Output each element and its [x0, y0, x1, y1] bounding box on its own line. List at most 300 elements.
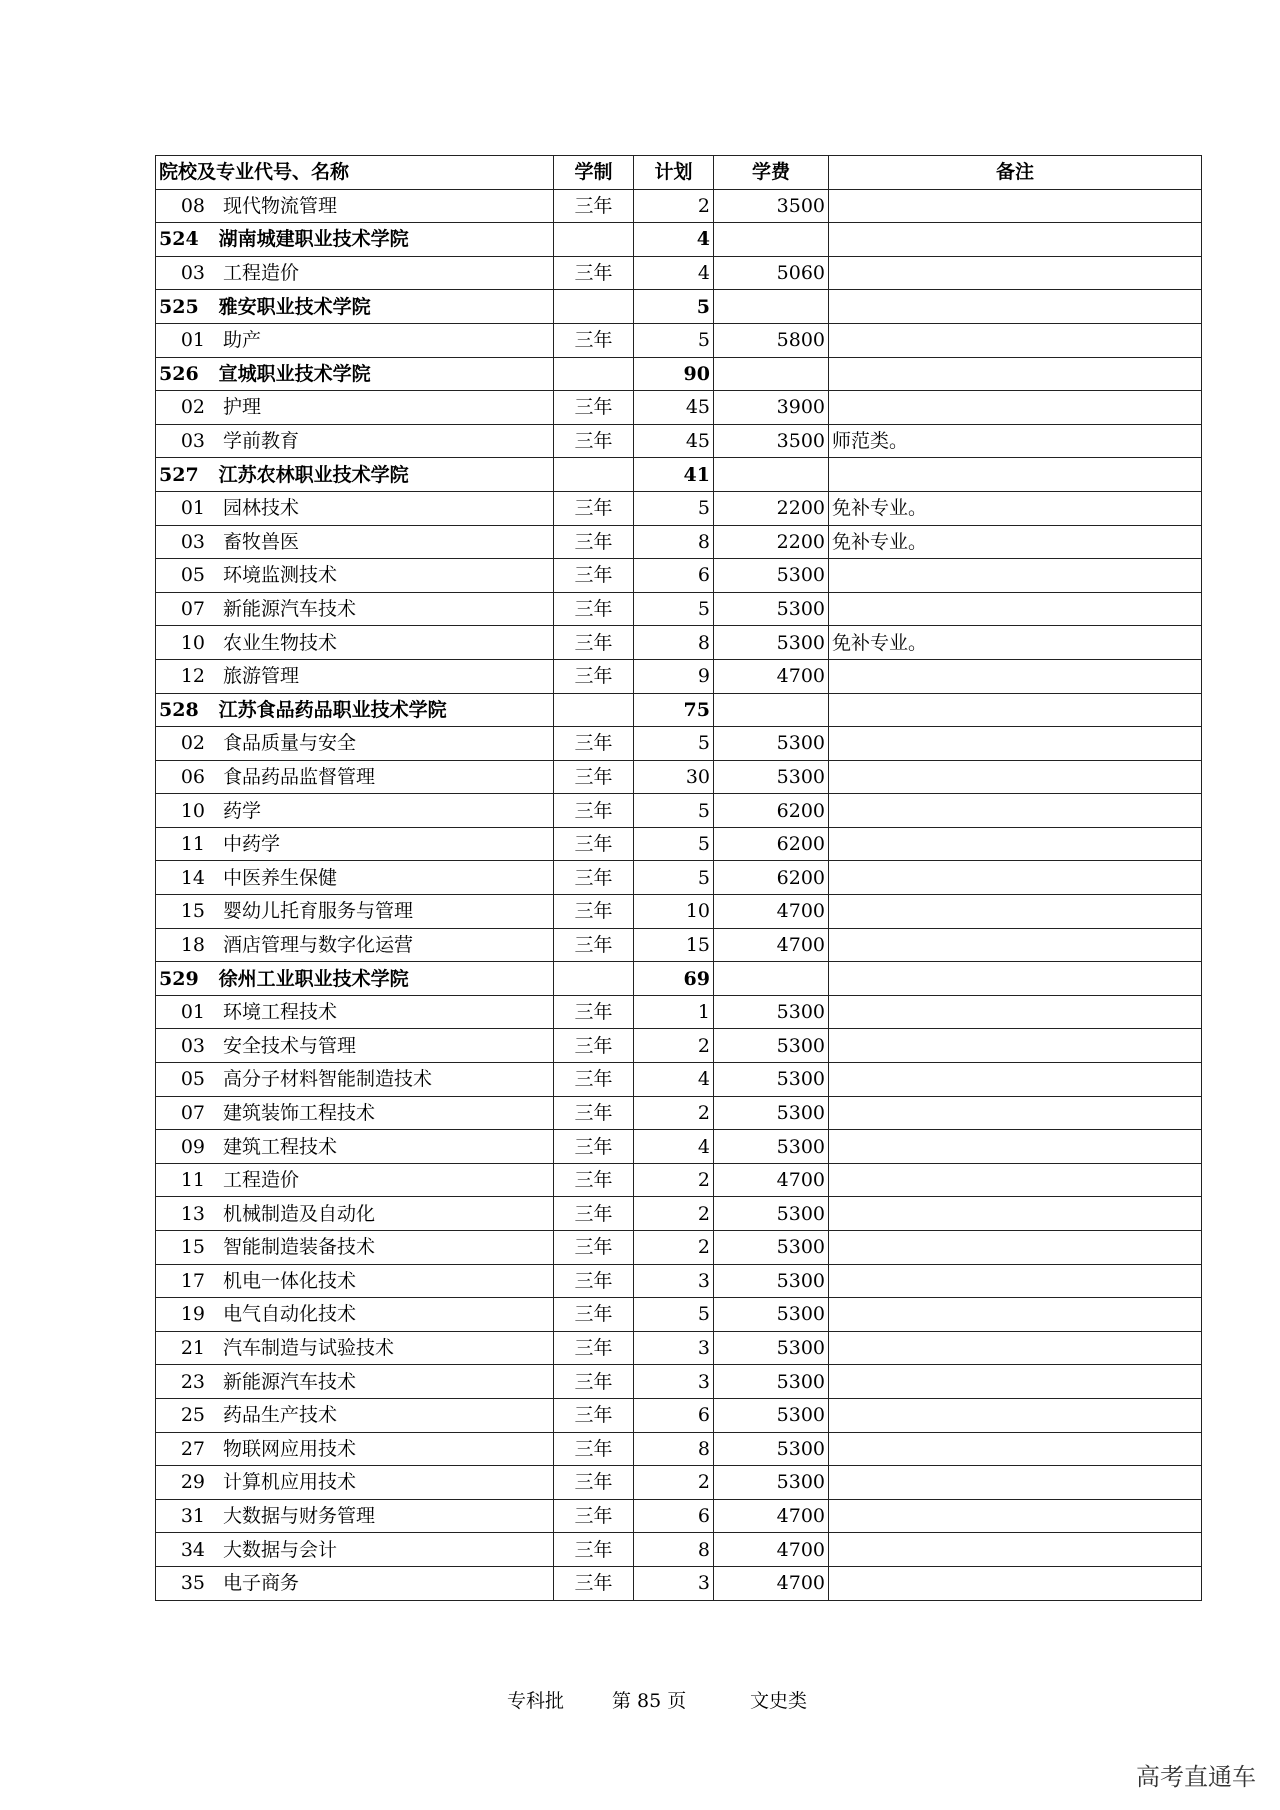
- major-name: 药学: [223, 799, 262, 822]
- major-code: 35: [180, 1572, 205, 1595]
- major-plan: 45: [634, 424, 714, 458]
- major-name-cell: [156, 1466, 554, 1500]
- watermark-text: 高考直通车: [1136, 1763, 1256, 1791]
- major-name-cell: [156, 760, 554, 794]
- major-beizhu: [829, 1331, 1202, 1365]
- major-name: 畜牧兽医: [223, 530, 300, 553]
- major-xuefei: 4700: [714, 1499, 829, 1533]
- major-plan: 5: [634, 827, 714, 861]
- major-code: 18: [180, 933, 205, 956]
- major-name: 助产: [223, 329, 262, 352]
- major-name: 安全技术与管理: [223, 1034, 357, 1057]
- major-name: 新能源汽车技术: [223, 1370, 357, 1393]
- major-code: 10: [180, 799, 205, 822]
- major-xuezhi: 三年: [554, 189, 634, 223]
- header-jihua: 计划: [634, 156, 714, 190]
- major-xuefei: 6200: [714, 861, 829, 895]
- major-plan: 2: [634, 1231, 714, 1265]
- major-name: 中医养生保健: [223, 866, 338, 889]
- major-plan: 5: [634, 794, 714, 828]
- major-row: [156, 1231, 1202, 1265]
- major-name: 机械制造及自动化: [223, 1202, 376, 1225]
- major-row: [156, 189, 1202, 223]
- major-row: [156, 391, 1202, 425]
- school-xuefei-cell: [714, 290, 829, 324]
- major-name: 电气自动化技术: [223, 1303, 357, 1326]
- major-xuefei: 4700: [714, 659, 829, 693]
- major-code: 15: [180, 1236, 205, 1259]
- major-row: [156, 827, 1202, 861]
- major-xuefei: 4700: [714, 1163, 829, 1197]
- school-xuefei-cell: [714, 223, 829, 257]
- school-plan-total: 41: [634, 458, 714, 492]
- major-row: [156, 592, 1202, 626]
- major-xuezhi: 三年: [554, 1130, 634, 1164]
- major-xuezhi: 三年: [554, 1533, 634, 1567]
- major-xuefei: 5300: [714, 1398, 829, 1432]
- major-name-cell: [156, 1096, 554, 1130]
- major-row: [156, 1499, 1202, 1533]
- major-beizhu: [829, 1398, 1202, 1432]
- major-xuezhi: 三年: [554, 928, 634, 962]
- major-xuefei: 5300: [714, 592, 829, 626]
- major-xuefei: 5300: [714, 760, 829, 794]
- school-name-cell: [156, 223, 554, 257]
- major-beizhu: [829, 323, 1202, 357]
- major-name-cell: [156, 794, 554, 828]
- school-name-cell: [156, 693, 554, 727]
- major-xuefei: 4700: [714, 1533, 829, 1567]
- major-name-cell: [156, 626, 554, 660]
- school-name: 徐州工业职业技术学院: [218, 967, 409, 990]
- major-xuezhi: 三年: [554, 895, 634, 929]
- major-row: [156, 1264, 1202, 1298]
- major-code: 17: [180, 1269, 205, 1292]
- major-plan: 5: [634, 592, 714, 626]
- major-xuefei: 5300: [714, 1096, 829, 1130]
- major-xuefei: 5300: [714, 1264, 829, 1298]
- major-plan: 2: [634, 1163, 714, 1197]
- school-code: 528: [159, 698, 199, 721]
- school-row: [156, 962, 1202, 996]
- major-xuefei: 3900: [714, 391, 829, 425]
- major-beizhu: 师范类。: [829, 424, 1202, 458]
- major-beizhu: [829, 256, 1202, 290]
- school-row: [156, 223, 1202, 257]
- major-xuezhi: 三年: [554, 1197, 634, 1231]
- major-beizhu: 免补专业。: [829, 491, 1202, 525]
- major-xuezhi: 三年: [554, 391, 634, 425]
- major-row: [156, 256, 1202, 290]
- major-name-cell: [156, 1063, 554, 1097]
- major-xuefei: 2200: [714, 491, 829, 525]
- major-plan: 1: [634, 995, 714, 1029]
- major-row: [156, 1566, 1202, 1600]
- major-xuezhi: 三年: [554, 559, 634, 593]
- school-code: 529: [159, 967, 199, 990]
- major-plan: 2: [634, 1029, 714, 1063]
- major-code: 15: [180, 900, 205, 923]
- major-name: 大数据与会计: [223, 1538, 338, 1561]
- major-plan: 3: [634, 1264, 714, 1298]
- major-beizhu: [829, 1197, 1202, 1231]
- major-beizhu: [829, 1466, 1202, 1500]
- major-name-cell: [156, 1298, 554, 1332]
- school-beizhu-cell: [829, 962, 1202, 996]
- major-row: [156, 659, 1202, 693]
- major-name: 物联网应用技术: [223, 1437, 357, 1460]
- major-xuefei: 5300: [714, 995, 829, 1029]
- major-xuefei: 5300: [714, 727, 829, 761]
- school-plan-total: 5: [634, 290, 714, 324]
- major-xuezhi: 三年: [554, 1063, 634, 1097]
- major-plan: 30: [634, 760, 714, 794]
- major-beizhu: [829, 1231, 1202, 1265]
- major-code: 31: [180, 1505, 205, 1528]
- major-name: 现代物流管理: [223, 194, 338, 217]
- major-code: 29: [180, 1471, 205, 1494]
- major-xuezhi: 三年: [554, 1029, 634, 1063]
- major-name: 建筑工程技术: [223, 1135, 338, 1158]
- major-xuezhi: 三年: [554, 861, 634, 895]
- major-name: 电子商务: [223, 1572, 300, 1595]
- major-code: 09: [180, 1135, 205, 1158]
- major-xuefei: 4700: [714, 895, 829, 929]
- school-name-cell: [156, 357, 554, 391]
- major-beizhu: [829, 659, 1202, 693]
- major-row: [156, 1398, 1202, 1432]
- major-code: 12: [180, 665, 205, 688]
- major-beizhu: 免补专业。: [829, 525, 1202, 559]
- major-xuezhi: 三年: [554, 424, 634, 458]
- major-plan: 6: [634, 559, 714, 593]
- major-beizhu: [829, 1063, 1202, 1097]
- footer-page-number: 第 85 页: [612, 1690, 687, 1712]
- major-plan: 4: [634, 1063, 714, 1097]
- major-name-cell: [156, 391, 554, 425]
- major-name: 园林技术: [223, 497, 300, 520]
- major-xuefei: 4700: [714, 1566, 829, 1600]
- major-code: 05: [180, 564, 205, 587]
- major-xuefei: 5060: [714, 256, 829, 290]
- major-row: [156, 1096, 1202, 1130]
- major-code: 03: [180, 262, 205, 285]
- major-row: [156, 1466, 1202, 1500]
- major-name: 工程造价: [223, 262, 300, 285]
- major-code: 25: [180, 1404, 205, 1427]
- school-code: 525: [159, 295, 199, 318]
- footer-batch: 专科批: [507, 1690, 565, 1712]
- major-name-cell: [156, 1029, 554, 1063]
- major-code: 21: [180, 1337, 205, 1360]
- school-name: 湖南城建职业技术学院: [218, 228, 409, 251]
- major-name-cell: [156, 1130, 554, 1164]
- major-row: [156, 1331, 1202, 1365]
- school-name: 江苏农林职业技术学院: [218, 463, 409, 486]
- major-name-cell: [156, 1533, 554, 1567]
- major-name: 农业生物技术: [223, 631, 338, 654]
- header-name: 院校及专业代号、名称: [156, 156, 554, 190]
- major-xuefei: 5300: [714, 626, 829, 660]
- major-name-cell: [156, 1264, 554, 1298]
- major-beizhu: [829, 1365, 1202, 1399]
- major-name-cell: [156, 928, 554, 962]
- major-xuefei: 4700: [714, 928, 829, 962]
- school-code: 526: [159, 362, 199, 385]
- major-code: 27: [180, 1437, 205, 1460]
- major-beizhu: [829, 794, 1202, 828]
- major-beizhu: [829, 760, 1202, 794]
- major-code: 03: [180, 530, 205, 553]
- major-plan: 6: [634, 1398, 714, 1432]
- major-plan: 6: [634, 1499, 714, 1533]
- major-plan: 5: [634, 323, 714, 357]
- major-code: 01: [180, 329, 205, 352]
- major-code: 06: [180, 765, 205, 788]
- school-code: 527: [159, 463, 199, 486]
- major-xuefei: 5300: [714, 1029, 829, 1063]
- school-xuezhi-cell: [554, 223, 634, 257]
- major-name: 智能制造装备技术: [223, 1236, 376, 1259]
- major-beizhu: [829, 995, 1202, 1029]
- school-name-cell: [156, 290, 554, 324]
- major-xuezhi: 三年: [554, 525, 634, 559]
- major-plan: 8: [634, 1533, 714, 1567]
- school-name: 江苏食品药品职业技术学院: [218, 698, 447, 721]
- major-code: 34: [180, 1538, 205, 1561]
- major-xuefei: 3500: [714, 189, 829, 223]
- major-xuefei: 5300: [714, 1365, 829, 1399]
- major-name-cell: [156, 1163, 554, 1197]
- major-name: 建筑装饰工程技术: [223, 1101, 376, 1124]
- major-beizhu: [829, 1130, 1202, 1164]
- major-row: [156, 626, 1202, 660]
- major-name-cell: [156, 995, 554, 1029]
- major-plan: 3: [634, 1331, 714, 1365]
- major-code: 02: [180, 732, 205, 755]
- school-xuefei-cell: [714, 458, 829, 492]
- major-row: [156, 1029, 1202, 1063]
- major-row: [156, 1533, 1202, 1567]
- major-xuezhi: 三年: [554, 1566, 634, 1600]
- major-code: 11: [180, 833, 205, 856]
- school-beizhu-cell: [829, 693, 1202, 727]
- major-plan: 5: [634, 1298, 714, 1332]
- header-beizhu: 备注: [829, 156, 1202, 190]
- major-name-cell: [156, 1197, 554, 1231]
- major-plan: 10: [634, 895, 714, 929]
- school-plan-total: 69: [634, 962, 714, 996]
- major-name-cell: [156, 727, 554, 761]
- major-name: 机电一体化技术: [223, 1269, 357, 1292]
- major-beizhu: [829, 559, 1202, 593]
- major-beizhu: [829, 391, 1202, 425]
- major-name: 中药学: [223, 833, 281, 856]
- school-plan-total: 4: [634, 223, 714, 257]
- major-beizhu: [829, 928, 1202, 962]
- major-row: [156, 794, 1202, 828]
- major-plan: 2: [634, 1197, 714, 1231]
- school-row: [156, 357, 1202, 391]
- major-row: [156, 424, 1202, 458]
- table-header-row: [156, 156, 1202, 190]
- major-plan: 5: [634, 861, 714, 895]
- school-beizhu-cell: [829, 223, 1202, 257]
- major-xuefei: 5300: [714, 559, 829, 593]
- major-row: [156, 1130, 1202, 1164]
- school-name-cell: [156, 458, 554, 492]
- major-plan: 8: [634, 626, 714, 660]
- major-name: 食品质量与安全: [223, 732, 357, 755]
- major-name-cell: [156, 827, 554, 861]
- major-xuezhi: 三年: [554, 1466, 634, 1500]
- major-code: 14: [180, 866, 205, 889]
- major-xuefei: 3500: [714, 424, 829, 458]
- school-name-cell: [156, 962, 554, 996]
- major-name-cell: [156, 189, 554, 223]
- major-plan: 2: [634, 1096, 714, 1130]
- major-plan: 4: [634, 1130, 714, 1164]
- header-xuefei: 学费: [714, 156, 829, 190]
- major-name-cell: [156, 323, 554, 357]
- school-row: [156, 290, 1202, 324]
- major-name: 护理: [223, 396, 262, 419]
- major-xuezhi: 三年: [554, 659, 634, 693]
- major-beizhu: [829, 1298, 1202, 1332]
- school-xuezhi-cell: [554, 357, 634, 391]
- major-beizhu: [829, 1029, 1202, 1063]
- major-code: 07: [180, 598, 205, 621]
- major-code: 01: [180, 497, 205, 520]
- major-xuefei: 6200: [714, 827, 829, 861]
- major-plan: 9: [634, 659, 714, 693]
- major-beizhu: [829, 727, 1202, 761]
- major-xuezhi: 三年: [554, 1231, 634, 1265]
- major-name-cell: [156, 1398, 554, 1432]
- major-xuefei: 5300: [714, 1331, 829, 1365]
- major-beizhu: [829, 1533, 1202, 1567]
- major-xuefei: 5300: [714, 1466, 829, 1500]
- major-name-cell: [156, 659, 554, 693]
- major-name-cell: [156, 1566, 554, 1600]
- footer-category: 文史类: [750, 1690, 808, 1712]
- school-row: [156, 458, 1202, 492]
- school-name: 宣城职业技术学院: [218, 362, 371, 385]
- major-code: 23: [180, 1370, 205, 1393]
- school-xuefei-cell: [714, 693, 829, 727]
- header-xuezhi: 学制: [554, 156, 634, 190]
- major-row: [156, 928, 1202, 962]
- school-beizhu-cell: [829, 290, 1202, 324]
- major-row: [156, 1298, 1202, 1332]
- major-xuezhi: 三年: [554, 794, 634, 828]
- major-beizhu: [829, 1566, 1202, 1600]
- major-name: 婴幼儿托育服务与管理: [223, 900, 414, 923]
- major-name: 学前教育: [223, 430, 300, 453]
- major-plan: 2: [634, 189, 714, 223]
- major-name: 环境监测技术: [223, 564, 338, 587]
- major-beizhu: [829, 1432, 1202, 1466]
- school-row: [156, 693, 1202, 727]
- school-xuezhi-cell: [554, 962, 634, 996]
- major-xuezhi: 三年: [554, 1331, 634, 1365]
- major-row: [156, 995, 1202, 1029]
- major-beizhu: 免补专业。: [829, 626, 1202, 660]
- major-plan: 5: [634, 727, 714, 761]
- major-xuezhi: 三年: [554, 727, 634, 761]
- major-beizhu: [829, 592, 1202, 626]
- major-name: 药品生产技术: [223, 1404, 338, 1427]
- major-row: [156, 1432, 1202, 1466]
- major-code: 01: [180, 1001, 205, 1024]
- major-name-cell: [156, 256, 554, 290]
- major-beizhu: [829, 1264, 1202, 1298]
- school-xuefei-cell: [714, 357, 829, 391]
- major-xuezhi: 三年: [554, 323, 634, 357]
- major-code: 05: [180, 1068, 205, 1091]
- major-name-cell: [156, 1231, 554, 1265]
- school-plan-total: 75: [634, 693, 714, 727]
- major-row: [156, 559, 1202, 593]
- major-plan: 3: [634, 1365, 714, 1399]
- major-row: [156, 1063, 1202, 1097]
- major-xuezhi: 三年: [554, 491, 634, 525]
- major-plan: 8: [634, 525, 714, 559]
- major-beizhu: [829, 189, 1202, 223]
- major-xuefei: 5300: [714, 1130, 829, 1164]
- school-xuezhi-cell: [554, 458, 634, 492]
- major-name-cell: [156, 559, 554, 593]
- major-xuezhi: 三年: [554, 1432, 634, 1466]
- major-xuezhi: 三年: [554, 256, 634, 290]
- major-code: 19: [180, 1303, 205, 1326]
- school-beizhu-cell: [829, 458, 1202, 492]
- major-name: 新能源汽车技术: [223, 598, 357, 621]
- major-code: 03: [180, 430, 205, 453]
- major-code: 10: [180, 631, 205, 654]
- major-name: 汽车制造与试验技术: [223, 1337, 395, 1360]
- major-plan: 5: [634, 491, 714, 525]
- major-row: [156, 895, 1202, 929]
- major-name: 计算机应用技术: [223, 1471, 357, 1494]
- major-xuezhi: 三年: [554, 995, 634, 1029]
- school-name: 雅安职业技术学院: [218, 295, 371, 318]
- admission-plan-table: [155, 155, 1202, 1601]
- major-xuezhi: 三年: [554, 1398, 634, 1432]
- major-xuezhi: 三年: [554, 827, 634, 861]
- school-xuezhi-cell: [554, 693, 634, 727]
- major-name-cell: [156, 592, 554, 626]
- major-xuezhi: 三年: [554, 1499, 634, 1533]
- major-plan: 2: [634, 1466, 714, 1500]
- major-xuefei: 2200: [714, 525, 829, 559]
- major-plan: 8: [634, 1432, 714, 1466]
- major-name: 大数据与财务管理: [223, 1505, 376, 1528]
- major-name-cell: [156, 424, 554, 458]
- major-beizhu: [829, 895, 1202, 929]
- major-beizhu: [829, 827, 1202, 861]
- major-row: [156, 1163, 1202, 1197]
- major-xuefei: 5300: [714, 1063, 829, 1097]
- major-code: 02: [180, 396, 205, 419]
- major-name: 酒店管理与数字化运营: [223, 933, 414, 956]
- major-xuezhi: 三年: [554, 592, 634, 626]
- major-name-cell: [156, 895, 554, 929]
- school-xuezhi-cell: [554, 290, 634, 324]
- major-name: 高分子材料智能制造技术: [223, 1068, 433, 1091]
- major-name: 食品药品监督管理: [223, 765, 376, 788]
- major-name-cell: [156, 1432, 554, 1466]
